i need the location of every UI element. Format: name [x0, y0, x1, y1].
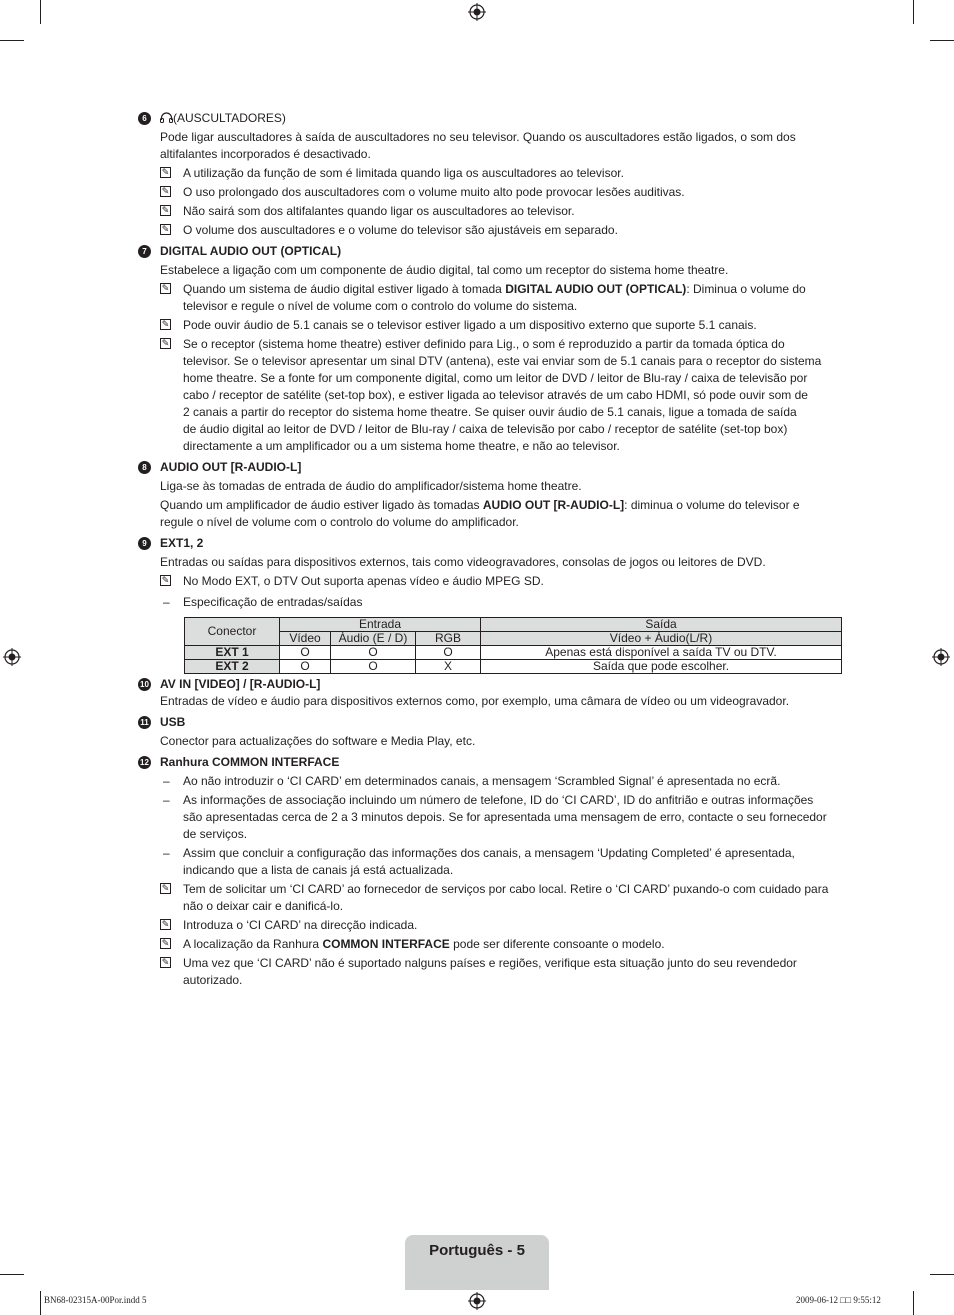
table-cell-connector: EXT 2	[185, 660, 280, 674]
table-header-audio: Áudio (E / D)	[331, 632, 416, 646]
note-item: ✎ No Modo EXT, o DTV Out suporta apenas vídeo e áudio MPEG SD.	[161, 574, 544, 588]
note-item: ✎ Introduza o ‘CI CARD’ na direcção indicada.	[161, 918, 418, 932]
section-number: 6	[138, 112, 151, 125]
dash-item: – Ao não introduzir o ‘CI CARD’ em determinados canais, a mensagem ‘Scrambled Signal’ é apresentada no ecrã.	[163, 774, 781, 788]
section-heading	[138, 243, 844, 260]
section-number: 8	[138, 461, 151, 474]
section-ext	[138, 535, 844, 674]
section-av-in	[138, 676, 844, 710]
note-item: ✎ Não sairá som dos altifalantes quando ligar os auscultadores ao televisor.	[161, 204, 575, 218]
paragraph: Liga-se às tomadas de entrada de áudio do amplificador/sistema home theatre.	[160, 479, 582, 493]
section-number: 9	[138, 537, 151, 550]
table-header-video: Vídeo	[280, 632, 331, 646]
note-item: ✎ Se o receptor (sistema home theatre) estiver definido para Lig., o som é reproduzido a partir da tomada óptica do televisor. Se o televisor apresentar um sinal DTV (antena), este vai enviar som de 5.1 canais para o receptor do sistema home theatre. Se a fonte for um componente digital, como um leitor de DVD / leitor de Blu-ray / caixa de televisão por cabo / receptor de satélite (set-top box), e estiver ligada ao televisor através de um cabo HDMI, só pode ouvir som de 2 canais a partir do receptor do sistema home theatre. Se quiser ouvir áudio de 5.1 canais, ligue a tomada de saída de áudio digital ao leitor de DVD / leitor de Blu-ray / caixa de televisão por cabo / receptor de satélite (set-top box) directamente a um amplificador ou a um sistema home theatre, e não ao televisor.	[161, 337, 822, 453]
table-header-input: Entrada	[280, 618, 481, 632]
dash-mark: –	[163, 774, 170, 788]
section-heading	[138, 535, 844, 552]
paragraph: Pode ligar auscultadores à saída de auscultadores no seu televisor. Quando os auscultadores estão ligados, o som dos altifalantes incorporados é desactivado.	[160, 130, 796, 161]
note-pencil-icon: ✎	[161, 167, 170, 177]
dash-mark: –	[163, 595, 170, 609]
note-item: ✎ Tem de solicitar um ‘CI CARD’ ao fornecedor de serviços por cabo local. Retire o ‘CI CARD’ puxando-o com cuidado para não o deixar cair e danificá-lo.	[161, 882, 829, 913]
note-item: ✎ Uma vez que ‘CI CARD’ não é suportado nalguns países e regiões, verifique esta situação junto do seu revendedor autorizado.	[161, 956, 797, 987]
note-pencil-icon: ✎	[161, 938, 170, 948]
crop-mark-bottom-right-v	[913, 1291, 914, 1315]
note-pencil-icon: ✎	[161, 319, 170, 329]
crop-mark-top-left-v	[40, 0, 41, 24]
registration-mark-bottom-icon	[468, 1292, 486, 1310]
dash-item: – Especificação de entradas/saídas	[163, 595, 363, 609]
table-cell: O	[416, 646, 481, 660]
note-pencil-icon: ✎	[161, 919, 170, 929]
print-slug-file: BN68-02315A-00Por.indd 5	[44, 1295, 147, 1305]
section-title: (AUSCULTADORES)	[173, 111, 286, 125]
table-row	[185, 646, 842, 660]
crop-mark-top-right-v	[913, 0, 914, 24]
section-heading	[138, 676, 844, 693]
note-item: ✎ A localização da Ranhura COMMON INTERFACE pode ser diferente consoante o modelo.	[161, 937, 665, 951]
section-title: DIGITAL AUDIO OUT (OPTICAL)	[160, 244, 342, 258]
table-header-video-audio: Vídeo + Áudio(L/R)	[481, 632, 842, 646]
paragraph: Conector para actualizações do software e Media Play, etc.	[160, 734, 476, 748]
registration-mark-left-icon	[3, 648, 21, 666]
table-cell: Saída que pode escolher.	[481, 660, 842, 674]
page-number-label: Português - 5	[429, 1242, 525, 1259]
section-heading	[138, 714, 844, 731]
section-audio-out	[138, 459, 844, 531]
table-header-output: Saída	[481, 618, 842, 632]
note-pencil-icon: ✎	[161, 186, 170, 196]
section-title: AV IN [VIDEO] / [R-AUDIO-L]	[160, 677, 321, 691]
section-title: USB	[160, 715, 186, 729]
table-row	[185, 660, 842, 674]
table-cell: Apenas está disponível a saída TV ou DTV.	[481, 646, 842, 660]
section-title: AUDIO OUT [R-AUDIO-L]	[160, 460, 302, 474]
table-cell-connector: EXT 1	[185, 646, 280, 660]
section-heading	[138, 754, 844, 771]
section-digital-audio-out	[138, 243, 844, 455]
note-pencil-icon: ✎	[161, 957, 170, 967]
section-number: 11	[138, 716, 151, 729]
note-item: ✎ Quando um sistema de áudio digital estiver ligado à tomada DIGITAL AUDIO OUT (OPTICAL): Diminua o volume do televisor e regule o nível de volume com o controlo do volume do sistema.	[161, 282, 806, 313]
crop-mark-top-right-h	[930, 40, 954, 41]
note-pencil-icon: ✎	[161, 283, 170, 293]
note-pencil-icon: ✎	[161, 883, 170, 893]
note-item: ✎ O uso prolongado dos auscultadores com o volume muito alto pode provocar lesões auditivas.	[161, 185, 685, 199]
table-header-connector: Conector	[185, 618, 280, 646]
table-cell: O	[331, 660, 416, 674]
headphones-icon	[160, 112, 173, 123]
section-title: Ranhura COMMON INTERFACE	[160, 755, 340, 769]
table-cell: O	[280, 660, 331, 674]
print-slug-datetime: 2009-06-12 □□ 9:55:12	[796, 1295, 881, 1305]
section-number: 10	[138, 678, 151, 691]
section-number: 12	[138, 756, 151, 769]
registration-mark-top-icon	[468, 3, 486, 21]
section-common-interface	[138, 754, 844, 989]
paragraph: Estabelece a ligação com um componente de áudio digital, tal como um receptor do sistema home theatre.	[160, 263, 729, 277]
section-usb	[138, 714, 844, 750]
note-item: ✎ A utilização da função de som é limitada quando liga os auscultadores ao televisor.	[161, 166, 624, 180]
table-cell: O	[280, 646, 331, 660]
note-pencil-icon: ✎	[161, 338, 170, 348]
paragraph: Entradas ou saídas para dispositivos externos, tais como videogravadores, consolas de jogos ou leitores de DVD.	[160, 555, 766, 569]
paragraph: Quando um amplificador de áudio estiver ligado às tomadas AUDIO OUT [R-AUDIO-L]: diminua o volume do televisor e regule o nível de volume com o controlo do volume do amplificador.	[160, 498, 800, 529]
crop-mark-top-left-h	[0, 40, 24, 41]
dash-mark: –	[163, 846, 170, 860]
crop-mark-bottom-left-h	[0, 1274, 24, 1275]
dash-mark: –	[163, 793, 170, 807]
table-cell: X	[416, 660, 481, 674]
dash-item: – As informações de associação incluindo um número de telefone, ID do ‘CI CARD’, ID do anfitrião e outras informações são apresentadas cerca de 2 a 3 minutos depois. Se for apresentada uma mensagem de erro, contacte o seu fornecedor de serviços.	[163, 793, 827, 841]
note-pencil-icon: ✎	[161, 205, 170, 215]
crop-mark-bottom-left-v	[40, 1291, 41, 1315]
note-pencil-icon: ✎	[161, 575, 170, 585]
table-header-rgb: RGB	[416, 632, 481, 646]
section-heading	[138, 110, 844, 127]
note-item: ✎ Pode ouvir áudio de 5.1 canais se o televisor estiver ligado a um dispositivo externo que suporte 5.1 canais.	[161, 318, 757, 332]
section-heading	[138, 459, 844, 476]
table-cell: O	[331, 646, 416, 660]
section-title: EXT1, 2	[160, 536, 204, 550]
section-headphones	[138, 110, 844, 239]
note-item: ✎ O volume dos auscultadores e o volume do televisor são ajustáveis em separado.	[161, 223, 618, 237]
registration-mark-right-icon	[932, 648, 950, 666]
dash-item: – Assim que concluir a configuração das informações dos canais, a mensagem ‘Updating Completed’ é apresentada, indicando que a lista de canais já está actualizada.	[163, 846, 795, 877]
section-number: 7	[138, 245, 151, 258]
note-pencil-icon: ✎	[161, 224, 170, 234]
io-spec-table	[184, 617, 842, 674]
paragraph: Entradas de vídeo e áudio para dispositivos externos como, por exemplo, uma câmara de vídeo ou um videogravador.	[160, 694, 790, 708]
crop-mark-bottom-right-h	[930, 1274, 954, 1275]
page-content	[138, 110, 844, 989]
